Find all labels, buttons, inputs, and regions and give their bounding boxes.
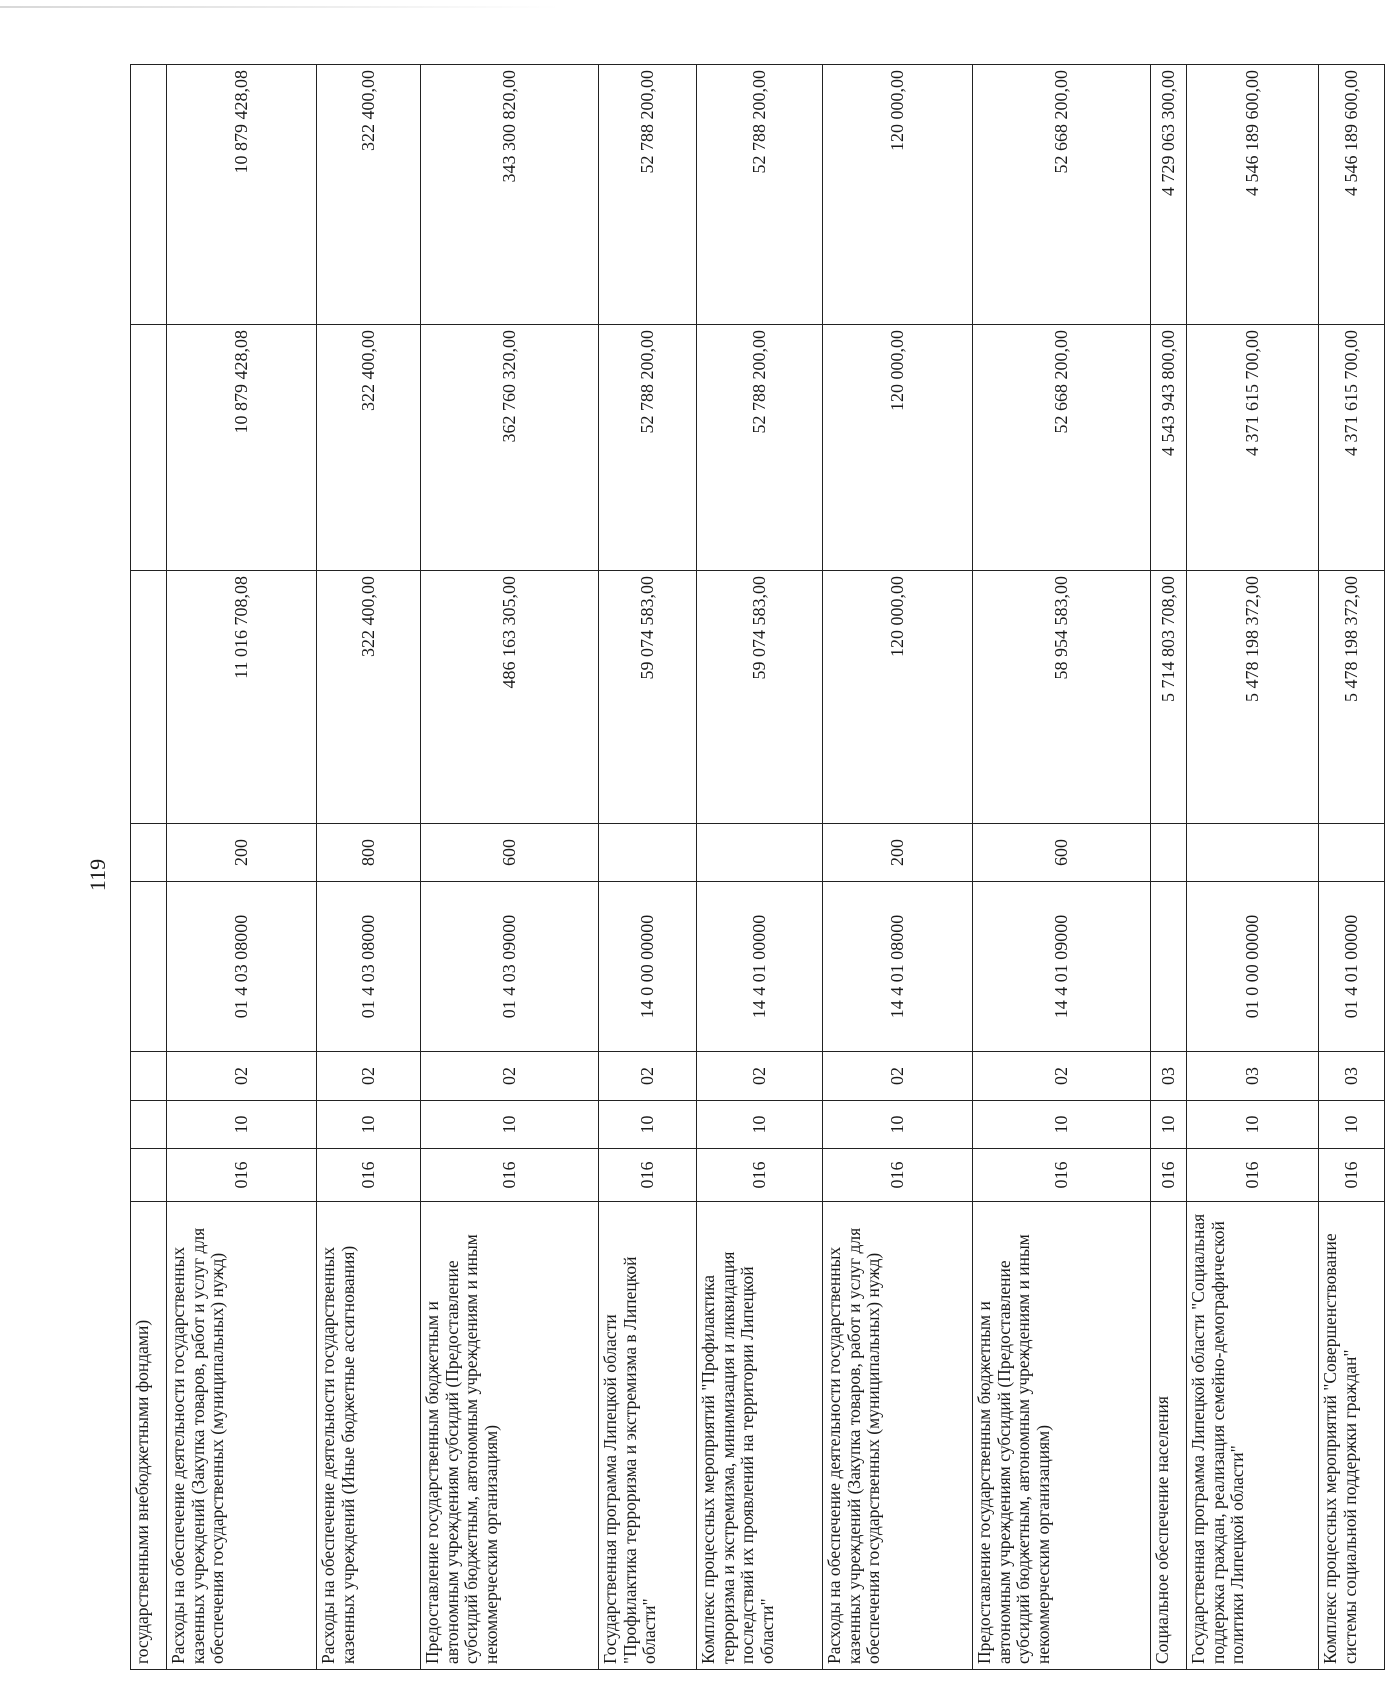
cell-target: 01 0 00 00000 <box>1187 882 1319 1052</box>
cell-sum-3: 322 400,00 <box>317 65 421 325</box>
cell-section: 10 <box>317 1101 421 1149</box>
cell-name: Государственная программа Липецкой области "Социальная поддержка граждан, реализация семейно-демографической политики Липецкой области" <box>1187 1202 1319 1670</box>
table-row <box>697 65 823 1670</box>
cell-sum-1: 11 016 708,08 <box>167 571 317 824</box>
cell-subsection: 03 <box>1151 1052 1187 1101</box>
scan-artifact-line <box>0 6 560 8</box>
table-row <box>421 65 599 1670</box>
cell-ministry: 016 <box>421 1149 599 1202</box>
cell-kind <box>697 824 823 882</box>
cell-sum-2: 10 879 428,08 <box>167 325 317 571</box>
budget-table-body <box>131 65 1385 1670</box>
cell-subsection: 02 <box>599 1052 697 1101</box>
table-row <box>1187 65 1319 1670</box>
table-row <box>167 65 317 1670</box>
cell-ministry: 016 <box>1151 1149 1187 1202</box>
cell-subsection: 02 <box>823 1052 973 1101</box>
page-number: 119 <box>85 858 110 892</box>
cell-kind <box>1319 824 1385 882</box>
cell-subsection: 02 <box>317 1052 421 1101</box>
cell-target: 14 0 00 00000 <box>599 882 697 1052</box>
cell-sum-2: 362 760 320,00 <box>421 325 599 571</box>
cell-name: Расходы на обеспечение деятельности государственных казенных учреждений (Иные бюджетные ассигнования) <box>317 1202 421 1670</box>
cell-ministry: 016 <box>973 1149 1151 1202</box>
cell-kind: 600 <box>973 824 1151 882</box>
cell-section: 10 <box>1319 1101 1385 1149</box>
cell-sum-1: 120 000,00 <box>823 571 973 824</box>
cell-subsection: 03 <box>1319 1052 1385 1101</box>
cell-name: Социальное обеспечение населения <box>1151 1202 1187 1670</box>
cell-ministry: 016 <box>823 1149 973 1202</box>
cell-target <box>131 882 167 1052</box>
cell-subsection: 02 <box>167 1052 317 1101</box>
cell-name: государственными внебюджетными фондами) <box>131 1202 167 1670</box>
cell-kind <box>1187 824 1319 882</box>
cell-name: Государственная программа Липецкой области "Профилактика терроризма и экстремизма в Липецкой области" <box>599 1202 697 1670</box>
cell-sum-2: 4 371 615 700,00 <box>1187 325 1319 571</box>
cell-sum-2: 52 668 200,00 <box>973 325 1151 571</box>
cell-sum-3: 52 788 200,00 <box>599 65 697 325</box>
cell-name: Предоставление государственным бюджетным и автономным учреждениям субсидий (Предоставление субсидий бюджетным, автономным учреждениям и иным некоммерческим организациям) <box>973 1202 1151 1670</box>
cell-kind: 600 <box>421 824 599 882</box>
rotated-content <box>130 65 1362 1670</box>
cell-kind <box>1151 824 1187 882</box>
table-row <box>1151 65 1187 1670</box>
cell-sum-1: 486 163 305,00 <box>421 571 599 824</box>
cell-section: 10 <box>697 1101 823 1149</box>
cell-sum-1 <box>131 571 167 824</box>
cell-subsection: 03 <box>1187 1052 1319 1101</box>
cell-ministry: 016 <box>167 1149 317 1202</box>
cell-name: Комплекс процессных мероприятий "Совершенствование системы социальной поддержки граждан" <box>1319 1202 1385 1670</box>
table-row <box>823 65 973 1670</box>
cell-sum-1: 58 954 583,00 <box>973 571 1151 824</box>
cell-subsection: 02 <box>697 1052 823 1101</box>
cell-sum-2: 4 371 615 700,00 <box>1319 325 1385 571</box>
cell-section: 10 <box>1187 1101 1319 1149</box>
cell-sum-1: 59 074 583,00 <box>599 571 697 824</box>
cell-sum-3: 343 300 820,00 <box>421 65 599 325</box>
table-row <box>317 65 421 1670</box>
cell-target: 01 4 03 08000 <box>167 882 317 1052</box>
cell-target <box>1151 882 1187 1052</box>
cell-sum-2: 52 788 200,00 <box>697 325 823 571</box>
cell-sum-3: 120 000,00 <box>823 65 973 325</box>
cell-kind <box>599 824 697 882</box>
table-row <box>599 65 697 1670</box>
cell-sum-3: 52 788 200,00 <box>697 65 823 325</box>
cell-section: 10 <box>973 1101 1151 1149</box>
cell-name: Предоставление государственным бюджетным и автономным учреждениям субсидий (Предоставление субсидий бюджетным, автономным учреждениям и иным некоммерческим организациям) <box>421 1202 599 1670</box>
cell-sum-3: 52 668 200,00 <box>973 65 1151 325</box>
cell-name: Комплекс процессных мероприятий "Профилактика терроризма и экстремизма, минимизация и ликвидация последствий их проявлений на территории Липецкой области" <box>697 1202 823 1670</box>
table-row <box>131 65 167 1670</box>
cell-name: Расходы на обеспечение деятельности государственных казенных учреждений (Закупка товаров, работ и услуг для обеспечения государственных (муниципальных) нужд) <box>167 1202 317 1670</box>
cell-section: 10 <box>167 1101 317 1149</box>
cell-kind <box>131 824 167 882</box>
cell-ministry: 016 <box>599 1149 697 1202</box>
cell-sum-3: 4 546 189 600,00 <box>1187 65 1319 325</box>
cell-target: 14 4 01 09000 <box>973 882 1151 1052</box>
cell-name: Расходы на обеспечение деятельности государственных казенных учреждений (Закупка товаров, работ и услуг для обеспечения государственных (муниципальных) нужд) <box>823 1202 973 1670</box>
cell-sum-1: 59 074 583,00 <box>697 571 823 824</box>
cell-kind: 800 <box>317 824 421 882</box>
cell-sum-3: 10 879 428,08 <box>167 65 317 325</box>
budget-table <box>130 64 1385 1670</box>
cell-section: 10 <box>823 1101 973 1149</box>
cell-sum-1: 5 714 803 708,00 <box>1151 571 1187 824</box>
cell-sum-2: 322 400,00 <box>317 325 421 571</box>
cell-ministry: 016 <box>1187 1149 1319 1202</box>
cell-section: 10 <box>1151 1101 1187 1149</box>
cell-target: 01 4 03 08000 <box>317 882 421 1052</box>
cell-ministry: 016 <box>697 1149 823 1202</box>
cell-subsection: 02 <box>973 1052 1151 1101</box>
cell-sum-2 <box>131 325 167 571</box>
cell-target: 01 4 01 00000 <box>1319 882 1385 1052</box>
cell-target: 01 4 03 09000 <box>421 882 599 1052</box>
cell-subsection <box>131 1052 167 1101</box>
cell-ministry <box>131 1149 167 1202</box>
table-row <box>1319 65 1385 1670</box>
cell-sum-1: 322 400,00 <box>317 571 421 824</box>
cell-target: 14 4 01 00000 <box>697 882 823 1052</box>
cell-section: 10 <box>599 1101 697 1149</box>
cell-kind: 200 <box>823 824 973 882</box>
cell-sum-2: 52 788 200,00 <box>599 325 697 571</box>
cell-sum-2: 4 543 943 800,00 <box>1151 325 1187 571</box>
cell-kind: 200 <box>167 824 317 882</box>
cell-section <box>131 1101 167 1149</box>
cell-sum-3 <box>131 65 167 325</box>
cell-target: 14 4 01 08000 <box>823 882 973 1052</box>
cell-sum-1: 5 478 198 372,00 <box>1319 571 1385 824</box>
cell-sum-3: 4 546 189 600,00 <box>1319 65 1385 325</box>
table-row <box>973 65 1151 1670</box>
cell-sum-3: 4 729 063 300,00 <box>1151 65 1187 325</box>
cell-subsection: 02 <box>421 1052 599 1101</box>
cell-section: 10 <box>421 1101 599 1149</box>
cell-sum-2: 120 000,00 <box>823 325 973 571</box>
cell-ministry: 016 <box>317 1149 421 1202</box>
cell-sum-1: 5 478 198 372,00 <box>1187 571 1319 824</box>
cell-ministry: 016 <box>1319 1149 1385 1202</box>
